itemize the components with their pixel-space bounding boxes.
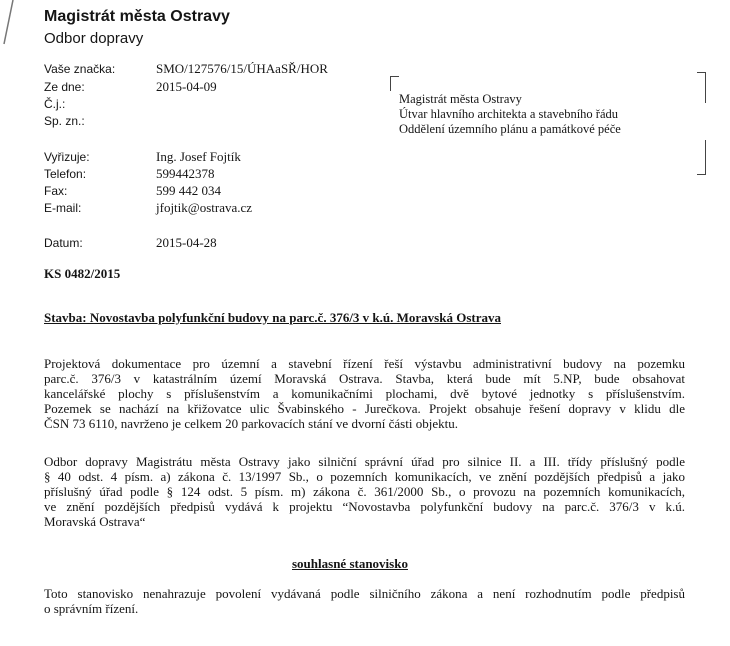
disclaimer-paragraph	[44, 586, 685, 616]
case-id-label: Č.j.:	[44, 97, 66, 111]
paragraph-line: Projektová dokumentace pro územní a stavební řízení řeší výstavbu administrativní budovy na pozemku	[44, 356, 685, 371]
paragraph-line: příslušný úřad podle § 124 odst. 5 písm. m) zákona č. 361/2000 Sb., o provozu na pozemních komunikacích,	[44, 484, 685, 499]
case-number: KS 0482/2015	[44, 266, 121, 281]
addressee-line: Oddělení územního plánu a památkové péče	[399, 122, 621, 136]
paragraph-line: parc.č. 376/3 v katastrálním území Moravská Ostrava. Stavba, která bude mít 5.NP, bude obsahovat	[44, 371, 685, 386]
email-label: E-mail:	[44, 201, 82, 215]
issuer-name: Magistrát města Ostravy	[44, 8, 230, 25]
from-date-value: 2015-04-09	[156, 79, 217, 94]
date-label: Datum:	[44, 236, 83, 250]
department-name: Odbor dopravy	[44, 30, 144, 47]
paragraph-line: Toto stanovisko nenahrazuje povolení vydávaná podle silničního zákona a není rozhodnutím podle předpisů	[44, 586, 685, 601]
subject-line: Stavba: Novostavba polyfunkční budovy na parc.č. 376/3 v k.ú. Moravská Ostrava	[44, 310, 501, 325]
window-corner-top-right	[697, 72, 706, 103]
paragraph-line: kancelářské plochy s příslušenstvím a komunikačními plochami, dvě bytové jednotky s příslušenstvím.	[44, 386, 685, 401]
paragraph-line: ČSN 73 6110, navrženo je celkem 20 parkovacích stání ve dvorní části objektu.	[44, 416, 458, 431]
from-date-label: Ze dne:	[44, 80, 85, 94]
paragraph-line: § 40 odst. 4 písm. a) zákona č. 13/1997 Sb., o pozemních komunikacích, ve znění pozdějších předpisů a jako	[44, 469, 685, 484]
paragraph-line: Pozemek se nachází na křižovatce ulic Švabinského - Jurečkova. Projekt obsahuje řešení dopravy v klidu dle	[44, 401, 685, 416]
window-corner-bottom-right	[697, 140, 706, 175]
addressee-line: Útvar hlavního architekta a stavebního řádu	[399, 107, 619, 121]
date-value: 2015-04-28	[156, 235, 217, 250]
paragraph-line: o správním řízení.	[44, 601, 139, 616]
email-value: jfojtik@ostrava.cz	[156, 200, 253, 215]
project-description-paragraph	[44, 356, 685, 431]
file-mark-label: Sp. zn.:	[44, 114, 85, 128]
paragraph-line: Moravská Ostrava“	[44, 514, 146, 529]
handler-value: Ing. Josef Fojtík	[156, 149, 241, 164]
window-corner-top-left	[390, 76, 399, 91]
authority-statement-paragraph	[44, 454, 685, 529]
phone-value: 599442378	[156, 166, 215, 181]
paragraph-line: Odbor dopravy Magistrátu města Ostravy jako silniční správní úřad pro silnice II. a III. třídy příslušný podle	[44, 454, 685, 469]
fax-label: Fax:	[44, 184, 68, 198]
addressee-block	[399, 92, 621, 137]
handler-label: Vyřizuje:	[44, 150, 90, 164]
verdict-heading: souhlasné stanovisko	[292, 556, 408, 571]
your-ref-label: Vaše značka:	[44, 62, 116, 76]
addressee-line: Magistrát města Ostravy	[399, 92, 522, 106]
paragraph-line: ve znění pozdějších předpisů vydává k projektu “Novostavba polyfunkční budovy na parc.č. 376/3 v k.ú.	[44, 499, 685, 514]
fax-value: 599 442 034	[156, 183, 221, 198]
phone-label: Telefon:	[44, 167, 87, 181]
your-ref-value: SMO/127576/15/ÚHAaSŘ/HOR	[156, 61, 328, 76]
scan-edge-mark	[0, 0, 30, 60]
